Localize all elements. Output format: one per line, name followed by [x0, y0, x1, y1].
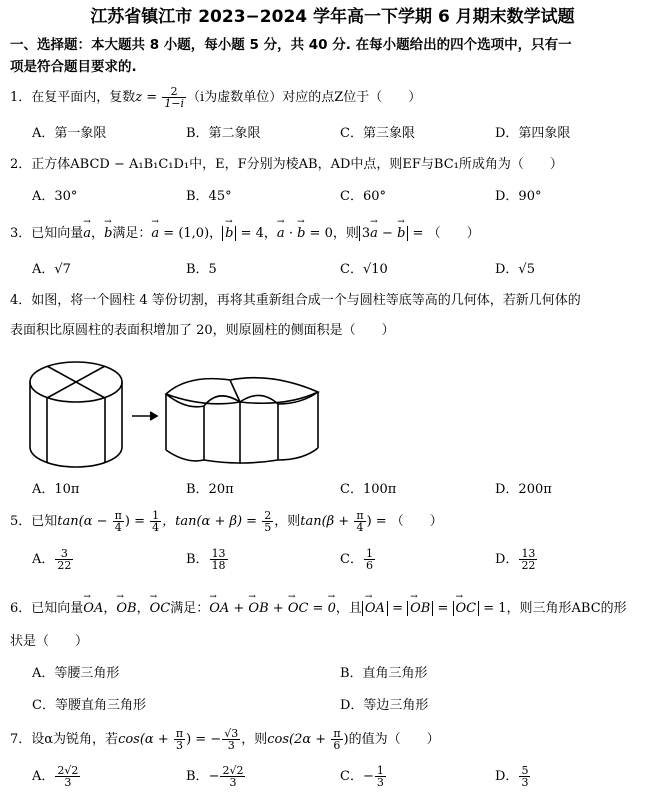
- q5-frac1-den: 4: [152, 521, 160, 534]
- q1-frac-num: 2: [162, 86, 186, 98]
- q5-option-d: [495, 548, 538, 571]
- question-4-line2: 表面积比原圆柱的表面积增加了 20，则原圆柱的侧面积是（ ）: [10, 323, 395, 338]
- q6-norm-ob: [407, 601, 433, 616]
- q7-c-sign: −: [362, 769, 374, 784]
- q7-b-label: B．: [186, 769, 209, 784]
- q6-and: ，且: [335, 601, 362, 616]
- q3-mid: 满足：: [112, 226, 152, 241]
- q3-suffix: = （ ）: [408, 226, 480, 241]
- q7-a-num: 2√2: [57, 764, 79, 777]
- q6-mid: 满足：: [170, 601, 210, 616]
- q7-pi-b: π: [333, 727, 341, 740]
- arrow: [132, 412, 157, 420]
- q6-norm-oa: [362, 601, 388, 616]
- q1-option-d: D．第四象限: [495, 126, 571, 141]
- q5-a-den: 22: [57, 559, 72, 572]
- q1-z: z: [135, 90, 143, 105]
- q6-vec-oa: → OA: [83, 601, 103, 616]
- q5-option-c: [340, 548, 376, 571]
- q7-b-den: 3: [229, 776, 237, 789]
- q3-vector-a: → a: [83, 226, 91, 241]
- q7-c-label: C．: [340, 769, 363, 784]
- q5-a-frac: [55, 548, 73, 571]
- q6-vec-oc: → OC: [150, 601, 171, 616]
- q3-norm-b: [222, 226, 236, 241]
- cylinder-figure: [28, 352, 328, 470]
- q1-suffix: （i为虚数单位）对应的点Z位于（ ）: [187, 90, 422, 105]
- q1-prefix: 1．在复平面内，复数: [10, 90, 136, 105]
- q5-b-den: 18: [211, 559, 226, 572]
- q6-vec-oa-2: → OA: [209, 601, 229, 616]
- q7-a-label: A．: [32, 769, 55, 784]
- q5-pi-over-4b: [354, 510, 365, 533]
- q7-eq: ) = −: [186, 732, 222, 747]
- q7-a-frac: [55, 765, 80, 788]
- q2-option-a: A．30°: [32, 189, 78, 204]
- q7-c-num: 1: [376, 764, 384, 777]
- q7-b-sign: −: [208, 769, 220, 784]
- q3-vector-b-3: → b: [297, 226, 305, 241]
- q3-vector-b: → b: [104, 226, 112, 241]
- original-cylinder: [30, 362, 122, 467]
- q5-frac2-num: 2: [264, 509, 272, 522]
- q3-option-a: A．√7: [32, 262, 71, 277]
- q5-option-a: [32, 548, 74, 571]
- q7-three: 3: [175, 739, 183, 752]
- q6-option-b: B．直角三角形: [340, 666, 428, 681]
- q6-vec-oa-3: → OA: [365, 601, 385, 616]
- recombined-solid: [166, 378, 318, 464]
- q7-d-frac: [519, 765, 530, 788]
- q5-c-label: C．: [340, 552, 363, 567]
- q1-option-a: A．第一象限: [32, 126, 107, 141]
- q5-d-frac: [519, 548, 537, 571]
- q2-option-d: D．90°: [495, 189, 542, 204]
- q7-option-d: [495, 765, 531, 788]
- q7-c-frac: [375, 765, 386, 788]
- q3-coef: 3: [361, 226, 371, 241]
- q5-frac1: [150, 510, 161, 533]
- q7-c-den: 3: [376, 776, 384, 789]
- q4-option-a: A．10π: [32, 482, 80, 497]
- q3-norm-expr: 3→ a − → b: [359, 226, 409, 241]
- q5-c-frac: [364, 548, 375, 571]
- q6-option-a: A．等腰三角形: [32, 666, 120, 681]
- section-heading-line1: 一、选择题：本大题共 8 小题，每小题 5 分，共 40 分. 在每小题给出的四个选项中，只有一: [10, 37, 572, 53]
- q7-d-label: D．: [495, 769, 519, 784]
- q5-b-num: 13: [211, 547, 226, 560]
- q7-b-frac: [220, 765, 245, 788]
- q5-tan2: ，tan(α + β) =: [162, 514, 262, 529]
- q6-vec-ob-3: → OB: [410, 601, 430, 616]
- question-2: 2．正方体ABCD − A₁B₁C₁D₁中，E，F分别为棱AB，AD中点，则EF与BC₁所成角为（ ）: [10, 157, 563, 172]
- q7-root3-den: 3: [227, 739, 235, 752]
- q4-option-c: C．100π: [340, 482, 397, 497]
- question-6-line2: 状是（ ）: [10, 634, 89, 649]
- q6-vec-oc-3: → OC: [456, 601, 477, 616]
- q3-cond1: = (1,0)，: [159, 226, 223, 241]
- q1-eq: =: [142, 90, 162, 105]
- q5-a-label: A．: [32, 552, 55, 567]
- q7-prefix: 7．设α为锐角，若: [10, 732, 119, 747]
- q4-option-b: B．20π: [186, 482, 234, 497]
- q5-d-den: 22: [521, 559, 536, 572]
- q6-norm-oc: [453, 601, 480, 616]
- q2-option-c: C．60°: [340, 189, 386, 204]
- q5-four: 4: [114, 521, 122, 534]
- q5-tan1: tan(α −: [57, 514, 112, 529]
- q1-fraction: [162, 86, 186, 109]
- q6-option-c: C．等腰直角三角形: [32, 698, 146, 713]
- q7-d-den: 3: [521, 776, 529, 789]
- q7-six: 6: [333, 739, 341, 752]
- q7-b-num: 2√2: [222, 764, 244, 777]
- q7-root3: √3: [224, 727, 239, 740]
- q5-tan3: tan(β +: [300, 514, 354, 529]
- q3-option-c: C．√10: [340, 262, 388, 277]
- q5-prefix: 5．已知: [10, 514, 58, 529]
- q3-vector-b-2: → b: [225, 226, 233, 241]
- q5-frac2: [262, 510, 273, 533]
- q3-option-b: B．5: [186, 262, 217, 277]
- q3-cond2: = 4，: [236, 226, 277, 241]
- q7-cos1: cos(α +: [118, 732, 173, 747]
- q1-option-c: C．第三象限: [340, 126, 415, 141]
- q6-prefix: 6．已知向量: [10, 601, 84, 616]
- q5-pi-b: π: [356, 509, 364, 522]
- question-4-line1: 4．如图，将一个圆柱 4 等份切割，再将其重新组合成一个与圆柱等底等高的几何体，若新几何体的: [10, 293, 581, 308]
- q7-option-b: [186, 765, 246, 788]
- section-heading-line2: 项是符合题目要求的.: [10, 59, 137, 75]
- question-1: [10, 86, 421, 109]
- q3-vector-b-4: → b: [397, 226, 405, 241]
- q5-four-b: 4: [356, 521, 364, 534]
- q6-vec-zero: → 0: [328, 601, 336, 616]
- q6-vec-oc-2: → OC: [288, 601, 309, 616]
- q5-d-num: 13: [521, 547, 536, 560]
- q1-option-b: B．第二象限: [186, 126, 261, 141]
- page-title: 江苏省镇江市 2023−2024 学年高一下学期 6 月期末数学试题: [90, 7, 575, 27]
- q5-c-den: 6: [365, 559, 373, 572]
- q3-vector-a-4: → a: [370, 226, 378, 241]
- q5-d-label: D．: [495, 552, 519, 567]
- q7-pi-over-3: [174, 728, 185, 751]
- q5-frac2-den: 5: [264, 521, 272, 534]
- q7-option-a: [32, 765, 81, 788]
- q1-frac-den: 1−i: [164, 97, 185, 110]
- q7-then: ，则: [241, 732, 268, 747]
- q6-vec-ob-2: → OB: [248, 601, 268, 616]
- q5-frac1-num: 1: [152, 509, 160, 522]
- q7-root3-over-3: [222, 728, 240, 751]
- question-3: 3．已知向量→ a，→ b满足：→ a = (1,0)，→ b = 4，→ a · → b = 0，则 3→ a − → b = （ ）: [10, 222, 480, 241]
- q6-option-d: D．等边三角形: [340, 698, 429, 713]
- q5-suffix: ) = （ ）: [366, 514, 443, 529]
- q7-cos2: cos(2α +: [267, 732, 331, 747]
- q5-a-num: 3: [55, 548, 73, 560]
- q2-option-b: B．45°: [186, 189, 232, 204]
- question-7: [10, 728, 440, 751]
- q5-pi-over-4: [113, 510, 124, 533]
- q7-option-c: [340, 765, 387, 788]
- q4-option-d: D．200π: [495, 482, 552, 497]
- q3-vector-a-3: → a: [277, 226, 285, 241]
- q6-eqone: = 1，则三角形ABC的形: [479, 601, 627, 616]
- question-6-line1: 6．已知向量→ OA，→ OB，→ OC满足：→ OA + → OB + → OC = → 0，且→ OA = → OB = → OC = 1，则三角形ABC的形: [10, 597, 627, 616]
- q5-b-frac: [210, 548, 228, 571]
- q3-option-d: D．√5: [495, 262, 535, 277]
- q7-d-num: 5: [521, 764, 529, 777]
- question-5: [10, 510, 443, 533]
- q5-pi: π: [114, 509, 122, 522]
- q6-vec-ob: → OB: [116, 601, 136, 616]
- q3-vector-a-2: → a: [151, 226, 159, 241]
- q7-a-den: 3: [64, 776, 72, 789]
- q5-b-label: B．: [186, 552, 209, 567]
- q3-prefix: 3．已知向量: [10, 226, 84, 241]
- q7-pi-over-6: [331, 728, 342, 751]
- q5-eq1: ) =: [124, 514, 150, 529]
- q5-option-b: [186, 548, 229, 571]
- q5-c-num: 1: [365, 547, 373, 560]
- q5-then: ，则: [274, 514, 301, 529]
- q7-suffix: )的值为（ ）: [343, 732, 440, 747]
- q7-pi: π: [175, 727, 184, 740]
- q3-cond3: = 0，则: [305, 226, 359, 241]
